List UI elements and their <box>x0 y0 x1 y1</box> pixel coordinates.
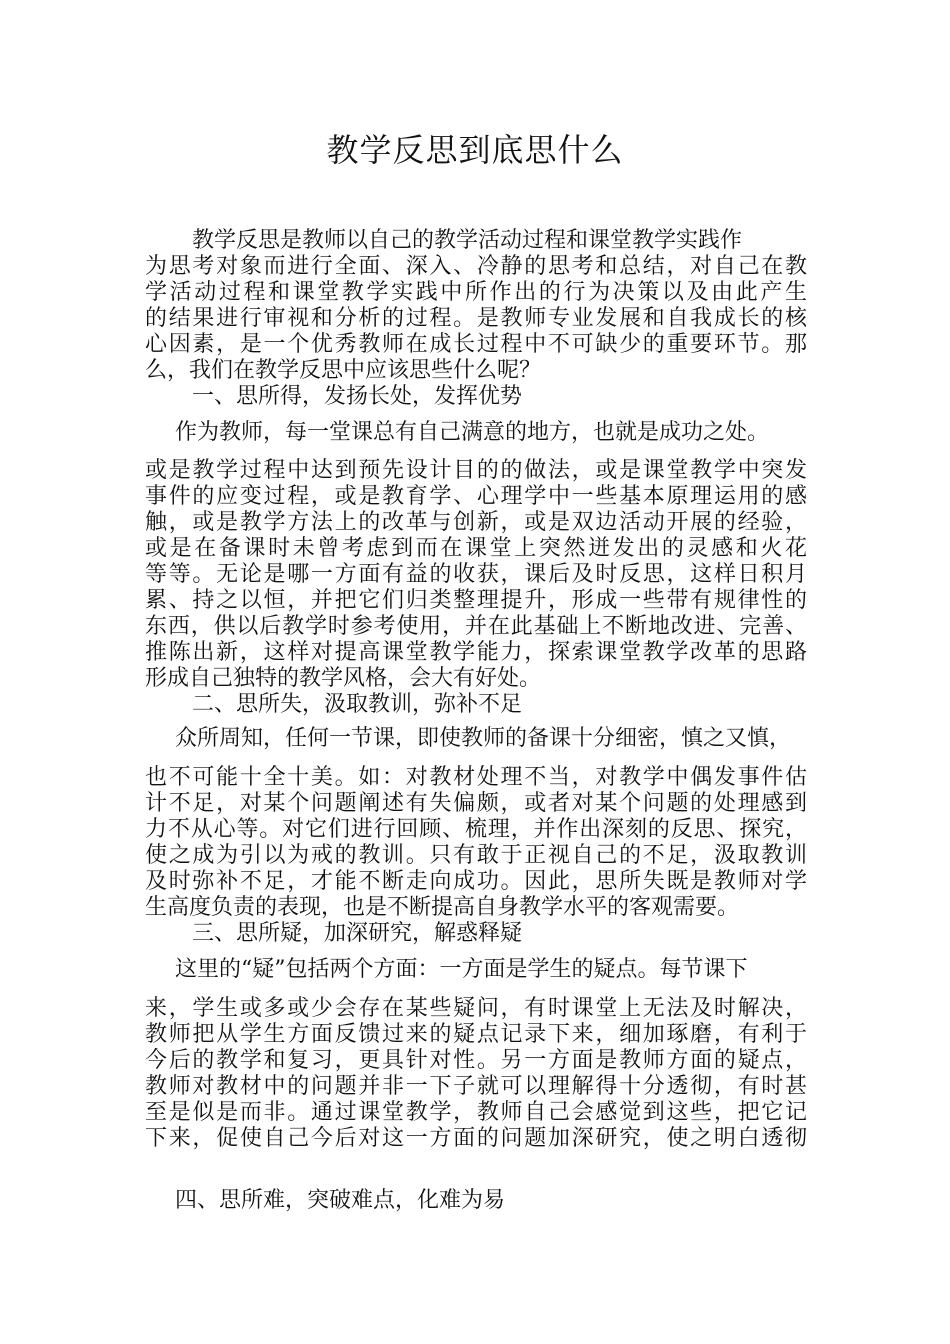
section-heading: 一、思所得，发扬长处，发挥优势 <box>192 384 523 409</box>
paragraph-line: 或是在备课时未曾考虑到而在课堂上突然迸发出的灵感和火花 <box>145 536 807 561</box>
paragraph-line: 来，学生或多或少会存在某些疑问，有时课堂上无法及时解决， <box>145 996 807 1021</box>
paragraph-line: 东西，供以后教学时参考使用，并在此基础上不断地改进、完善、 <box>145 614 807 639</box>
document-title: 教学反思到底思什么 <box>326 131 624 169</box>
section-heading: 二、思所失，汲取教训，弥补不足 <box>192 692 523 717</box>
paragraph-line: 今后的教学和复习，更具针对性。另一方面是教师方面的疑点， <box>145 1048 807 1073</box>
paragraph-line: 事件的应变过程，或是教育学、心理学中一些基本原理运用的感 <box>145 484 807 509</box>
paragraph-line: 的结果进行审视和分析的过程。是教师专业发展和自我成长的核 <box>145 306 807 331</box>
section-lead-line: 这里的“疑”包括两个方面：一方面是学生的疑点。每节课下 <box>175 957 748 982</box>
paragraph-line: 计不足，对某个问题阐述有失偏颇，或者对某个问题的处理感到 <box>145 791 807 816</box>
paragraph-line: 么，我们在教学反思中应该思些什么呢？ <box>145 358 542 383</box>
paragraph-line: 至是似是而非。通过课堂教学，教师自己会感觉到这些，把它记 <box>145 1100 807 1125</box>
paragraph-line: 为思考对象而进行全面、深入、冷静的思考和总结，对自己在教 <box>145 254 807 279</box>
paragraph-line: 学活动过程和课堂教学实践中所作出的行为决策以及由此产生 <box>145 280 807 305</box>
paragraph-line: 教学反思是教师以自己的教学活动过程和课堂教学实践作 <box>192 228 743 253</box>
section-heading: 三、思所疑，加深研究，解惑释疑 <box>192 921 523 946</box>
paragraph-line: 推陈出新，这样对提高课堂教学能力，探索课堂教学改革的思路 <box>145 640 807 665</box>
paragraph-line: 力不从心等。对它们进行回顾、梳理，并作出深刻的反思、探究， <box>145 817 807 842</box>
paragraph-line: 教师对教材中的问题并非一下子就可以理解得十分透彻，有时甚 <box>145 1074 807 1099</box>
section-lead-line: 作为教师，每一堂课总有自己满意的地方，也就是成功之处。 <box>175 420 770 445</box>
paragraph-line: 累、持之以恒，并把它们归类整理提升，形成一些带有规律性的 <box>145 588 807 613</box>
paragraph-line: 及时弥补不足，才能不断走向成功。因此，思所失既是教师对学 <box>145 869 807 894</box>
paragraph-line: 心因素，是一个优秀教师在成长过程中不可缺少的重要环节。那 <box>145 332 807 357</box>
section-heading: 四、思所难，突破难点，化难为易 <box>175 1188 506 1213</box>
paragraph-line: 形成自己独特的教学风格，会大有好处。 <box>145 666 542 691</box>
paragraph-line: 教师把从学生方面反馈过来的疑点记录下来，细加琢磨，有利于 <box>145 1022 807 1047</box>
paragraph-line: 等等。无论是哪一方面有益的收获，课后及时反思，这样日积月 <box>145 562 807 587</box>
section-lead-line: 众所周知，任何一节课，即使教师的备课十分细密，慎之又慎， <box>175 726 792 751</box>
paragraph-line: 触，或是教学方法上的改革与创新，或是双边活动开展的经验， <box>145 510 807 535</box>
paragraph-line: 下来，促使自己今后对这一方面的问题加深研究，使之明白透彻 <box>145 1126 807 1151</box>
paragraph-line: 或是教学过程中达到预先设计目的的做法，或是课堂教学中突发 <box>145 458 807 483</box>
paragraph-line: 使之成为引以为戒的教训。只有敢于正视自己的不足，汲取教训 <box>145 843 807 868</box>
paragraph-line: 也不可能十全十美。如：对教材处理不当，对教学中偶发事件估 <box>145 765 807 790</box>
paragraph-line: 生高度负责的表现，也是不断提高自身教学水平的客观需要。 <box>145 895 740 920</box>
